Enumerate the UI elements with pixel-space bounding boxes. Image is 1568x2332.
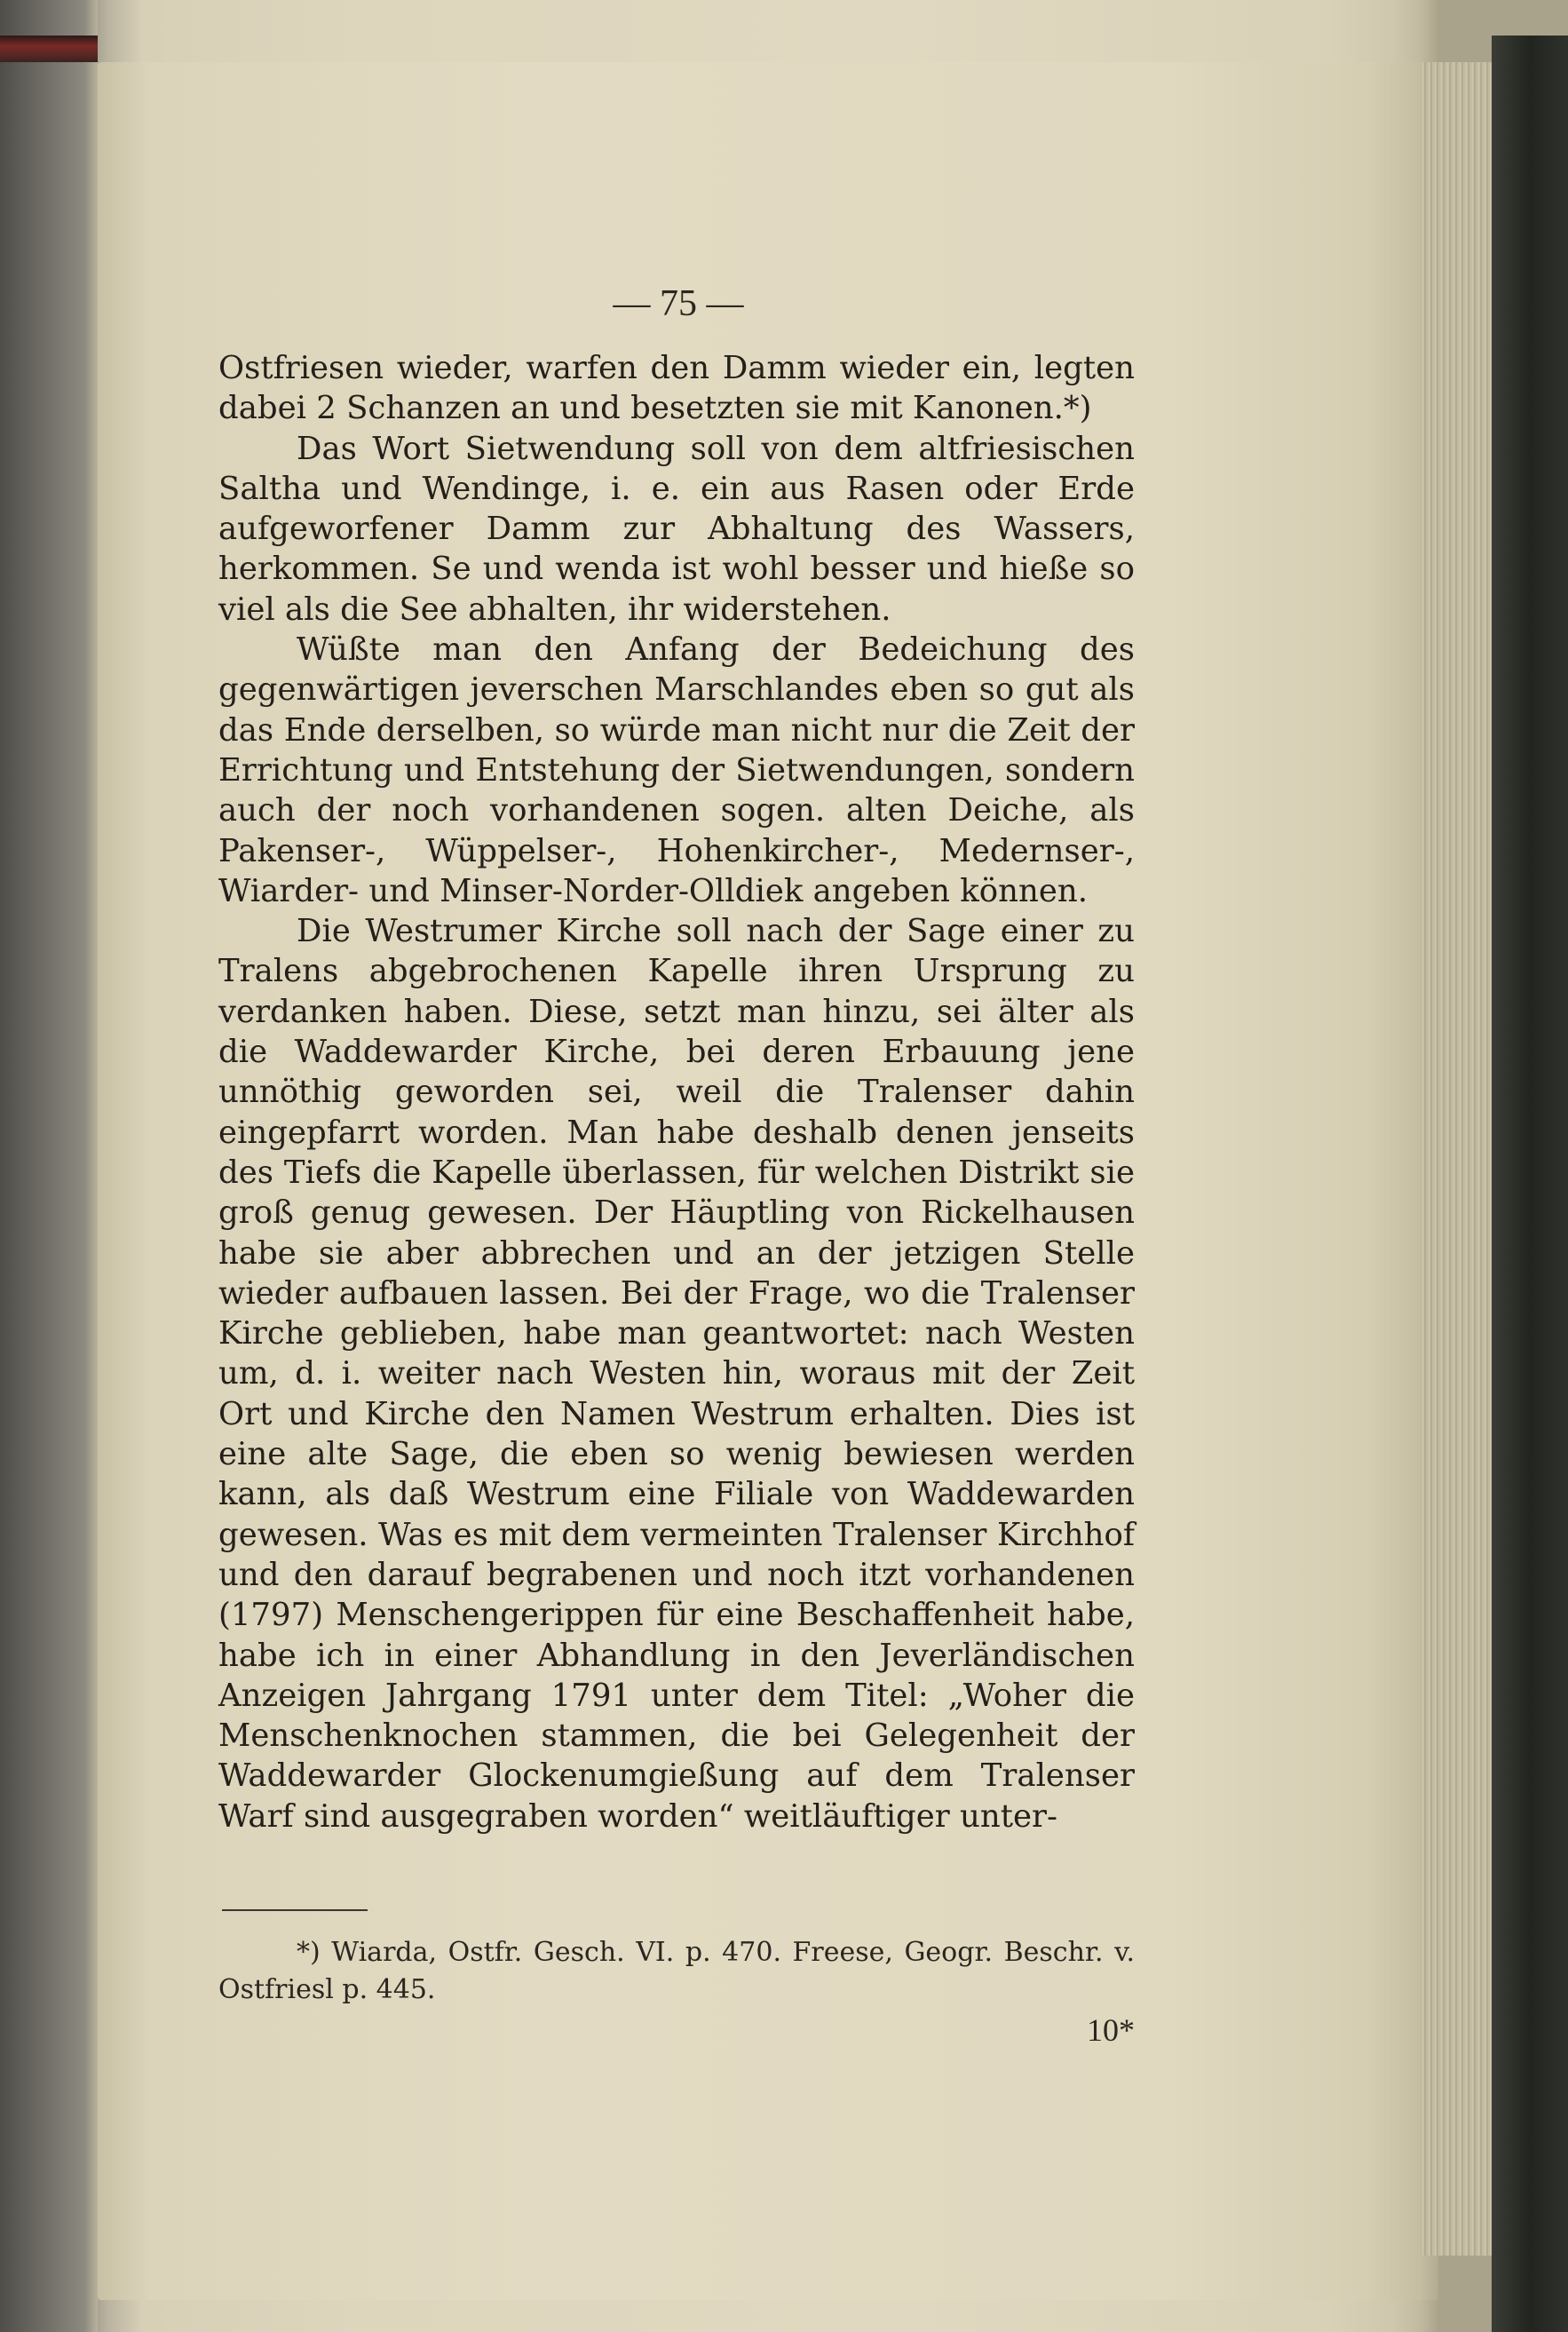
paragraph: Ostfriesen wieder, warfen den Damm wieder ein, legten dabei 2 Schanzen an und besetzten sie mit Kanonen.*) [218, 350, 1135, 427]
paragraph: Wüßte man den Anfang der Bedeichung des gegenwärtigen jeverschen Marschlandes eben so gut als das Ende derselben, so würde man nicht nur die Zeit der Errichtung und Entstehung der Sietwendungen, sondern auch der noch vorhandenen sogen. alten Deiche, als Pakenser-, Wüppelser-, Hohenkircher-, Medernser-, Wiarder- und Minser-Norder-Olldiek angeben können. [218, 631, 1135, 909]
paragraph: Die Westrumer Kirche soll nach der Sage einer zu Tralens abgebrochenen Kapelle ihren Ursprung zu verdanken haben. Diese, setzt man hinzu, sei älter als die Waddewarder Kirche, bei deren Erbauung jene unnöthig geworden sei, weil die Tralenser dahin eingepfarrt worden. Man habe deshalb denen jenseits des Tiefs die Kapelle überlassen, für welchen Distrikt sie groß genug gewesen. Der Häuptling von Rickelhausen habe sie aber abbrechen und an der jetzigen Stelle wieder aufbauen lassen. Bei der Frage, wo die Tralenser Kirche geblieben, habe man geantwortet: nach Westen um, d. i. weiter nach Westen hin, woraus mit der Zeit Ort und Kirche den Namen Westrum erhalten. Dies ist eine alte Sage, die eben so wenig bewiesen werden kann, als daß Westrum eine Filiale von Waddewarden gewesen. Was es mit dem vermeinten Tralenser Kirchhof und den darauf begrabenen und noch itzt vorhandenen (1797) Menschengerippen für eine Beschaffenheit habe, habe ich in einer Abhandlung in den Jeverländischen Anzeigen Jahrgang 1791 unter dem Titel: „Woher die Menschenknochen stammen, die bei Gelegenheit der Waddewarder Glockenumgießung auf dem Tralenser Warf sind ausgegraben worden“ weitläuftiger unter- [218, 913, 1135, 1835]
footnote-text: *) Wiarda, Ostfr. Gesch. VI. p. 470. Freese, Geogr. Beschr. v. Ostfriesl p. 445. [218, 1937, 1135, 2005]
printer-signature-mark: 10* [1087, 2012, 1135, 2048]
page-stack-edges [1421, 62, 1492, 2256]
footnote [218, 1934, 1135, 2009]
page-number-header: — 75 — [613, 283, 744, 324]
paragraph: Das Wort Sietwendung soll von dem altfriesischen Saltha und Wendinge, i. e. ein aus Rasen oder Erde aufgeworfener Damm zur Abhaltung des Wassers, herkommen. Se und wenda ist wohl besser und hieße so viel als die See abhalten, ihr widerstehen. [218, 430, 1135, 628]
right-book-cover [1492, 36, 1568, 2332]
footnote-rule [222, 1909, 368, 1911]
left-book-cover [0, 0, 98, 2332]
body-text [218, 348, 1135, 1836]
red-binding-edge [0, 36, 98, 62]
